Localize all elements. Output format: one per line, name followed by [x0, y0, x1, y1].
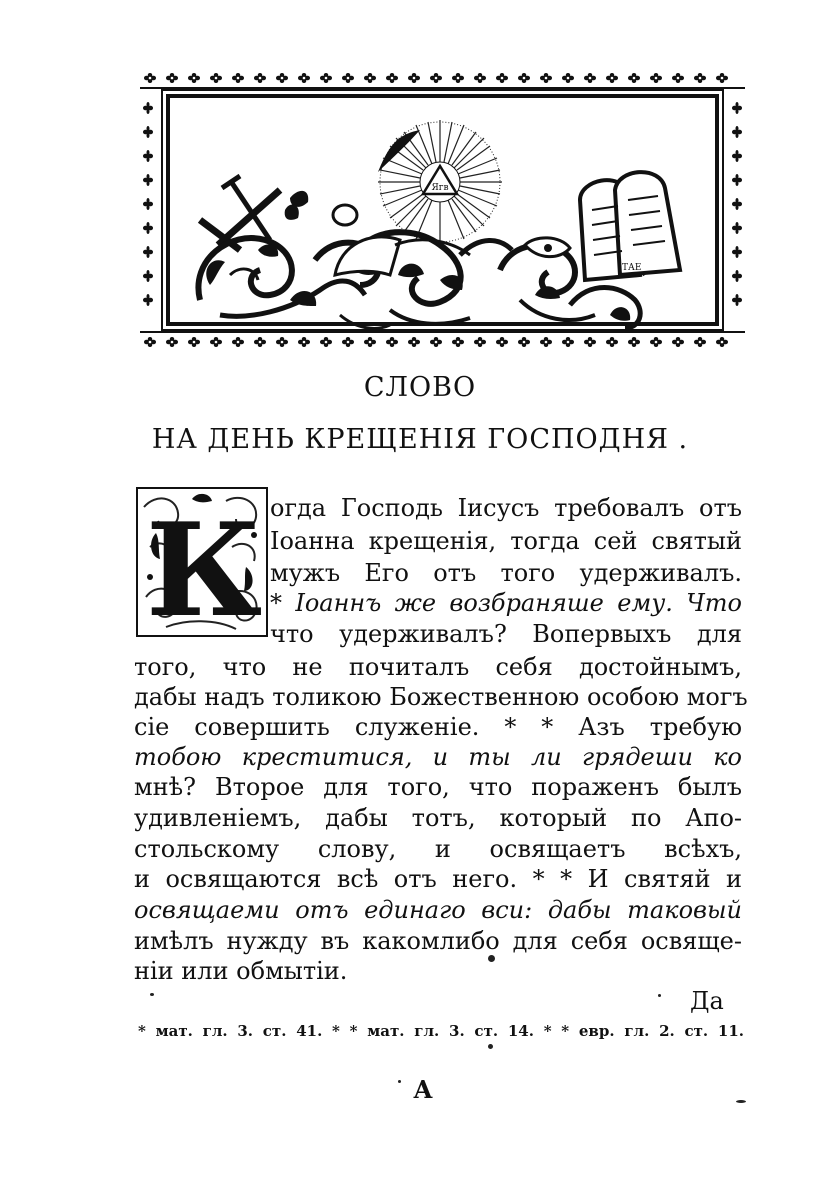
radiant-glory: [378, 120, 502, 244]
sermon-subtitle: НА ДЕНЬ КРЕЩЕНІЯ ГОСПОДНЯ .: [151, 424, 689, 455]
ink-speck: [488, 955, 495, 962]
top-fleuron-border: [144, 73, 728, 83]
tablets-inscription: ТАЕ: [622, 263, 642, 273]
tablets-of-law: [525, 172, 680, 280]
drop-cap-letter: К: [145, 496, 263, 637]
footnote-references: * мат. гл. 3. ст. 41. * * мат. гл. 3. ст. 14. * * евр. гл. 2. ст. 11.: [138, 1022, 744, 1040]
text-line: и освящаются всѣ отъ него. * * И святяй и: [134, 865, 742, 893]
text-line: что удерживалъ? Вопервыхъ для: [270, 620, 742, 648]
scripture-quote: освящаеми отъ единаго вси: дабы таковый: [134, 896, 742, 924]
sermon-title: СЛОВО: [363, 372, 477, 403]
text-line: мужъ Его отъ того удерживалъ.: [270, 559, 742, 587]
text-line: огда Господь Іисусъ требовалъ отъ: [270, 494, 742, 522]
catchword: Да: [690, 987, 724, 1015]
text-line: дабы надъ толикою Божественною особою могъ: [134, 683, 748, 711]
text-line: ніи или обмытіи.: [134, 957, 348, 985]
decorated-initial: [136, 487, 268, 637]
text-line: мнѣ? Второе для того, что пораженъ былъ: [134, 773, 742, 801]
ink-speck: [488, 1044, 493, 1049]
triangle-inscription: Ягв: [431, 183, 449, 193]
initial-ornament: [136, 487, 268, 637]
bottom-fleuron-border: [144, 337, 728, 347]
text-line: имѣлъ нужду въ какомлибо для себя освяще-: [134, 927, 742, 955]
text-line: удивленіемъ, дабы тотъ, который по Апо-: [134, 804, 742, 832]
ink-speck: [398, 1080, 401, 1083]
ink-speck: [658, 994, 661, 997]
text-line: [270, 588, 742, 618]
text-line: [134, 742, 742, 772]
scripture-quote: * Іоаннъ же возбраняше ему. Что: [270, 589, 742, 617]
ink-speck: [736, 1100, 746, 1103]
text-line: того, что не почиталъ себя достойнымъ,: [134, 653, 742, 681]
headpiece-engraving: [140, 70, 745, 352]
ornamental-headpiece: [140, 70, 745, 352]
text-line: сіе совершить служеніе. * * Азъ требую: [134, 713, 742, 741]
signature-mark: А: [413, 1075, 433, 1104]
text-line: стольскому слову, и освящаетъ всѣхъ,: [134, 835, 742, 863]
text-line: Іоанна крещенія, тогда сей святый: [270, 527, 742, 555]
scripture-quote: тобою креститися, и ты ли грядеши ко: [134, 743, 742, 771]
text-line: [134, 895, 742, 925]
ink-speck: [150, 993, 154, 996]
